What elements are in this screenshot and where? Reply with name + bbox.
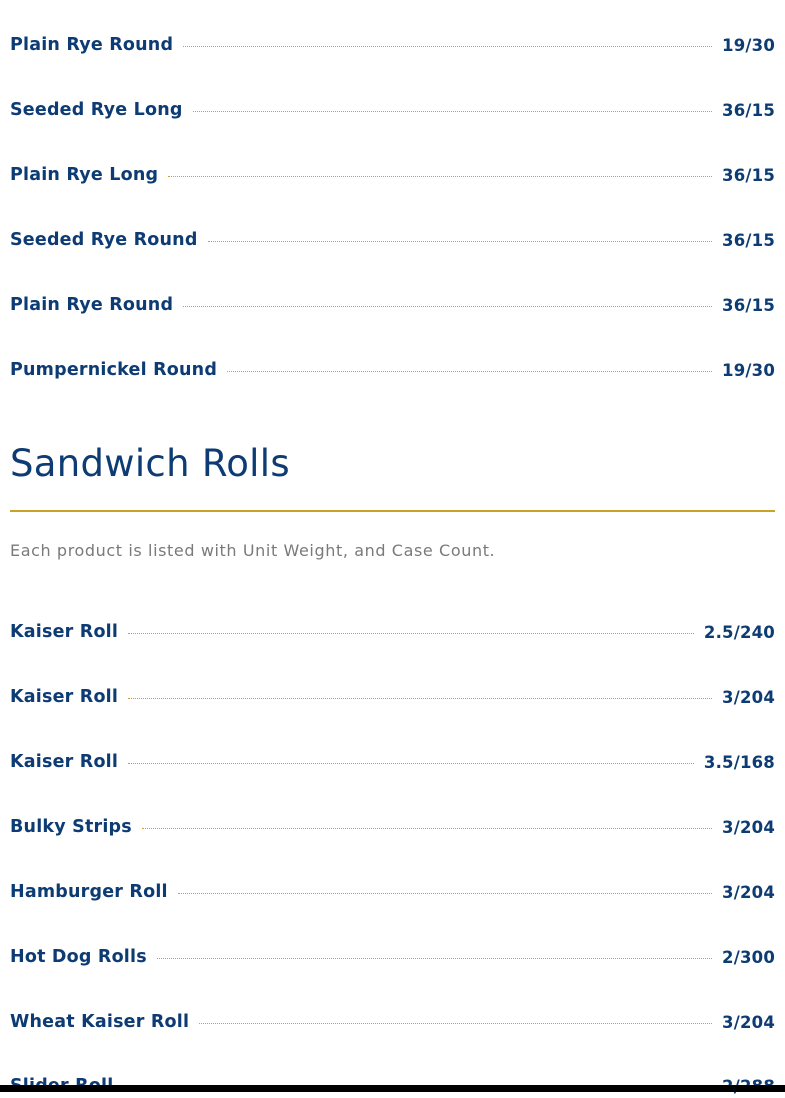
item-value: 2.5/240 — [703, 622, 775, 642]
item-value: 36/15 — [722, 165, 775, 185]
section-description: Each product is listed with Unit Weight, and Case Count. — [10, 541, 496, 560]
list-item — [10, 358, 775, 382]
section-title: Sandwich Rolls — [10, 442, 290, 485]
item-value: 19/30 — [722, 35, 775, 55]
leader-dots — [208, 241, 712, 242]
leader-dots — [178, 893, 712, 894]
leader-dots — [193, 111, 712, 112]
item-name: Seeded Rye Long — [10, 100, 183, 120]
section-divider — [10, 510, 775, 512]
item-name: Kaiser Roll — [10, 622, 119, 642]
item-name: Plain Rye Long — [10, 165, 159, 185]
list-item — [10, 750, 775, 774]
leader-dots — [128, 698, 712, 699]
list-item — [10, 685, 775, 709]
list-item — [10, 620, 775, 644]
item-value: 3/204 — [722, 882, 775, 902]
item-value: 36/15 — [722, 100, 775, 120]
list-item — [10, 228, 775, 252]
list-item — [10, 163, 775, 187]
leader-dots — [183, 46, 712, 47]
item-value: 36/15 — [722, 230, 775, 250]
item-value: 19/30 — [722, 360, 775, 380]
item-value: 3.5/168 — [703, 752, 775, 772]
item-value: 2/300 — [722, 947, 775, 967]
list-item — [10, 33, 775, 57]
item-value: 3/204 — [722, 817, 775, 837]
leader-dots — [128, 633, 694, 634]
item-name: Hamburger Roll — [10, 882, 168, 902]
item-value: 36/15 — [722, 295, 775, 315]
leader-dots — [183, 306, 712, 307]
leader-dots — [227, 371, 712, 372]
item-value: 3/204 — [722, 687, 775, 707]
list-item — [10, 880, 775, 904]
list-item — [10, 815, 775, 839]
item-name: Pumpernickel Round — [10, 360, 218, 380]
leader-dots — [157, 958, 712, 959]
leader-dots — [142, 828, 712, 829]
item-name: Kaiser Roll — [10, 752, 119, 772]
item-name: Seeded Rye Round — [10, 230, 198, 250]
list-item — [10, 98, 775, 122]
item-name: Hot Dog Rolls — [10, 947, 147, 967]
leader-dots — [199, 1023, 712, 1024]
item-name: Wheat Kaiser Roll — [10, 1012, 190, 1032]
leader-dots — [168, 176, 712, 177]
item-name: Kaiser Roll — [10, 687, 119, 707]
list-item — [10, 293, 775, 317]
list-item — [10, 945, 775, 969]
item-name: Bulky Strips — [10, 817, 132, 837]
item-name: Plain Rye Round — [10, 295, 174, 315]
leader-dots — [128, 763, 694, 764]
bottom-edge-bar — [0, 1085, 785, 1092]
list-item — [10, 1010, 775, 1034]
item-value: 3/204 — [722, 1012, 775, 1032]
item-name: Plain Rye Round — [10, 35, 174, 55]
